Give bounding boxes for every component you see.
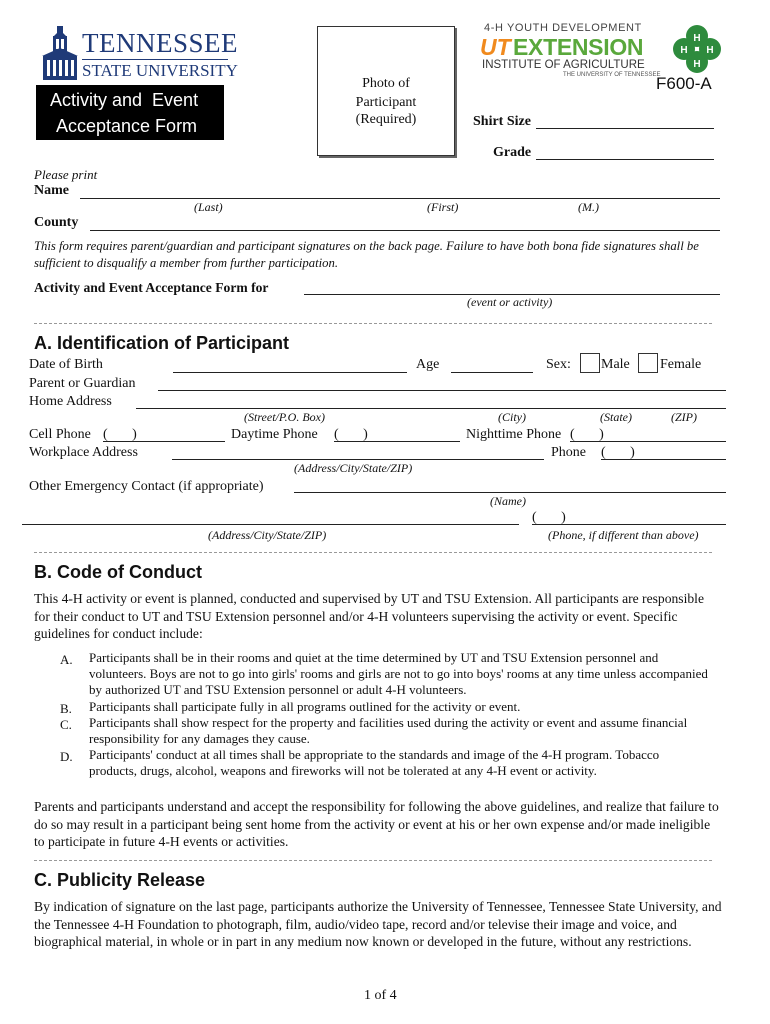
parent-field[interactable]	[158, 390, 726, 391]
nighttime-phone-label: Nighttime Phone	[466, 427, 562, 442]
four-h-clover-icon	[672, 24, 722, 74]
shirt-size-label: Shirt Size	[473, 114, 531, 129]
county-label: County	[34, 215, 79, 230]
daytime-phone-areacode: ( )	[334, 427, 368, 442]
section-a-title: A. Identification of Participant	[34, 333, 290, 353]
other-contact-address-field[interactable]	[22, 524, 519, 525]
conduct-item	[60, 715, 710, 747]
form-title-box	[36, 85, 224, 140]
conduct-intro: This 4-H activity or event is planned, conducted and supervised by UT and TSU Extension. All participants are responsible for their conduct to UT and TSU Extension personnel and/or 4-H volunteers supervising the activity or event. Specific guidelines for conduct include:	[34, 591, 704, 641]
other-contact-address-hint: (Address/City/State/ZIP)	[208, 528, 327, 542]
conduct-item-text: Participants' conduct at all times shall be appropriate to the standards and image of the 4-H program. Tobacco products, drugs, alcohol, weapons and fireworks will not be tolerated at any 4-H event or activity.	[89, 747, 660, 779]
daytime-phone-field[interactable]	[334, 441, 460, 442]
workplace-phone-label: Phone	[551, 445, 586, 460]
county-field[interactable]	[90, 230, 720, 231]
male-checkbox[interactable]	[580, 353, 600, 373]
ut-extension-logo	[480, 22, 670, 78]
workplace-address-hint: (Address/City/State/ZIP)	[294, 461, 413, 475]
grade-field[interactable]	[536, 159, 714, 160]
ut-logo-line4: THE UNIVERSITY OF TENNESSEE	[563, 72, 661, 78]
nighttime-phone-areacode: ( )	[570, 427, 604, 442]
form-title-line2: Acceptance Form	[56, 116, 198, 136]
dob-field[interactable]	[173, 372, 407, 373]
cell-phone-field[interactable]	[103, 441, 225, 442]
other-contact-phone-hint: (Phone, if different than above)	[548, 528, 699, 542]
other-contact-name-field[interactable]	[294, 492, 726, 493]
female-checkbox[interactable]	[638, 353, 658, 373]
workplace-phone-areacode: ( )	[601, 445, 635, 460]
tsu-logo-line2: STATE UNIVERSITY	[82, 61, 238, 80]
workplace-phone-field[interactable]	[601, 459, 726, 460]
state-hint: (State)	[600, 410, 632, 424]
name-first-hint: (First)	[427, 200, 459, 214]
daytime-phone-label: Daytime Phone	[231, 427, 318, 442]
workplace-field[interactable]	[172, 459, 544, 460]
publicity-text: By indication of signature on the last page, participants authorize the University of Tennessee, Tennessee State University, and the Tennessee 4-H Foundation to photograph, film, audio/video tape, record and/or televise their image and voice, and biographical material, in whole or in part in any medium now known or developed in the future, without any restrictions.	[34, 899, 722, 949]
cell-phone-label: Cell Phone	[29, 427, 91, 442]
ut-logo-ut: UT	[480, 34, 511, 60]
city-hint: (City)	[498, 410, 526, 424]
conduct-item-letter: C.	[60, 716, 72, 732]
conduct-item-text: Participants shall be in their rooms and quiet at the time determined by UT and TSU Extension personnel and volunteers. Boys are not to go into girls' rooms and girls are not to go into boys' rooms at any time unless accompanied by authorized UT and TSU Extension personnel or adult 4-H volunteers.	[89, 650, 708, 698]
tsu-logo	[40, 26, 238, 80]
photo-box-line2: Participant	[355, 95, 417, 110]
section-b-title: B. Code of Conduct	[34, 562, 202, 582]
svg-text:H: H	[693, 59, 701, 70]
home-address-field[interactable]	[136, 408, 726, 409]
other-contact-name-hint: (Name)	[490, 494, 526, 508]
divider	[34, 552, 712, 553]
parent-label: Parent or Guardian	[29, 376, 136, 391]
page-number: 1 of 4	[364, 988, 397, 1003]
tsu-logo-line1: TENNESSEE	[82, 28, 238, 58]
grade-label: Grade	[493, 145, 532, 160]
dob-label: Date of Birth	[29, 357, 103, 372]
conduct-item-letter: B.	[60, 700, 72, 716]
tsu-building-icon	[40, 26, 80, 80]
street-hint: (Street/P.O. Box)	[244, 410, 325, 424]
sex-label: Sex:	[546, 357, 571, 372]
zip-hint: (ZIP)	[671, 410, 697, 424]
conduct-item	[60, 650, 710, 699]
conduct-list	[60, 650, 710, 780]
divider	[34, 323, 712, 324]
female-label: Female	[660, 357, 702, 372]
section-c-title: C. Publicity Release	[34, 870, 206, 890]
name-field[interactable]	[80, 198, 720, 199]
conduct-item-letter: D.	[60, 749, 73, 765]
conduct-item-text: Participants shall participate fully in all programs outlined for the activity or event.	[89, 698, 521, 714]
other-contact-label: Other Emergency Contact (if appropriate)	[29, 479, 264, 494]
name-label: Name	[34, 183, 69, 198]
shirt-size-field[interactable]	[536, 128, 714, 129]
conduct-item-text: Participants shall show respect for the property and facilities used during the activity or event and assume financial responsibility for any damages they cause.	[89, 714, 688, 747]
form-title-line1: Activity and Event	[50, 90, 199, 110]
please-print-note: Please print	[34, 167, 98, 182]
age-label: Age	[416, 357, 440, 372]
conduct-item	[60, 747, 710, 779]
photo-box-line1: Photo of	[362, 76, 410, 91]
other-contact-phone-field[interactable]	[532, 524, 726, 525]
name-last-hint: (Last)	[194, 200, 223, 214]
event-hint: (event or activity)	[467, 295, 553, 309]
ut-logo-line1: 4-H YOUTH DEVELOPMENT	[484, 22, 642, 34]
svg-text:H: H	[706, 45, 714, 56]
svg-text:H: H	[680, 45, 688, 56]
form-number: F600-A	[656, 74, 712, 93]
other-contact-areacode: ( )	[532, 510, 566, 525]
name-middle-hint: (M.)	[578, 200, 599, 214]
conduct-item	[60, 699, 710, 715]
nighttime-phone-field[interactable]	[570, 441, 726, 442]
photo-box[interactable]	[317, 26, 455, 156]
divider	[34, 860, 712, 861]
age-field[interactable]	[451, 372, 533, 373]
ut-logo-extension: EXTENSION	[513, 34, 644, 60]
svg-text:H: H	[693, 33, 701, 44]
male-label: Male	[601, 357, 630, 372]
event-label: Activity and Event Acceptance Form for	[34, 280, 269, 295]
conduct-item-letter: A.	[60, 652, 73, 667]
signature-notice: This form requires parent/guardian and participant signatures on the back page. Failure to have both bona fide signatures shall be sufficient to disqualify a member from further participation.	[34, 239, 699, 270]
conduct-closing: Parents and participants understand and accept the responsibility for following the above guidelines, and realize that failure to do so may result in a participant being sent home from the activity or event at his or her own expense and/or made ineligible to participate in future 4-H events or activities.	[34, 799, 719, 849]
cell-phone-areacode: ( )	[103, 427, 137, 442]
home-address-label: Home Address	[29, 394, 112, 409]
photo-box-line3: (Required)	[355, 112, 417, 127]
ut-logo-line3: INSTITUTE OF AGRICULTURE	[482, 59, 645, 71]
workplace-label: Workplace Address	[29, 445, 138, 460]
